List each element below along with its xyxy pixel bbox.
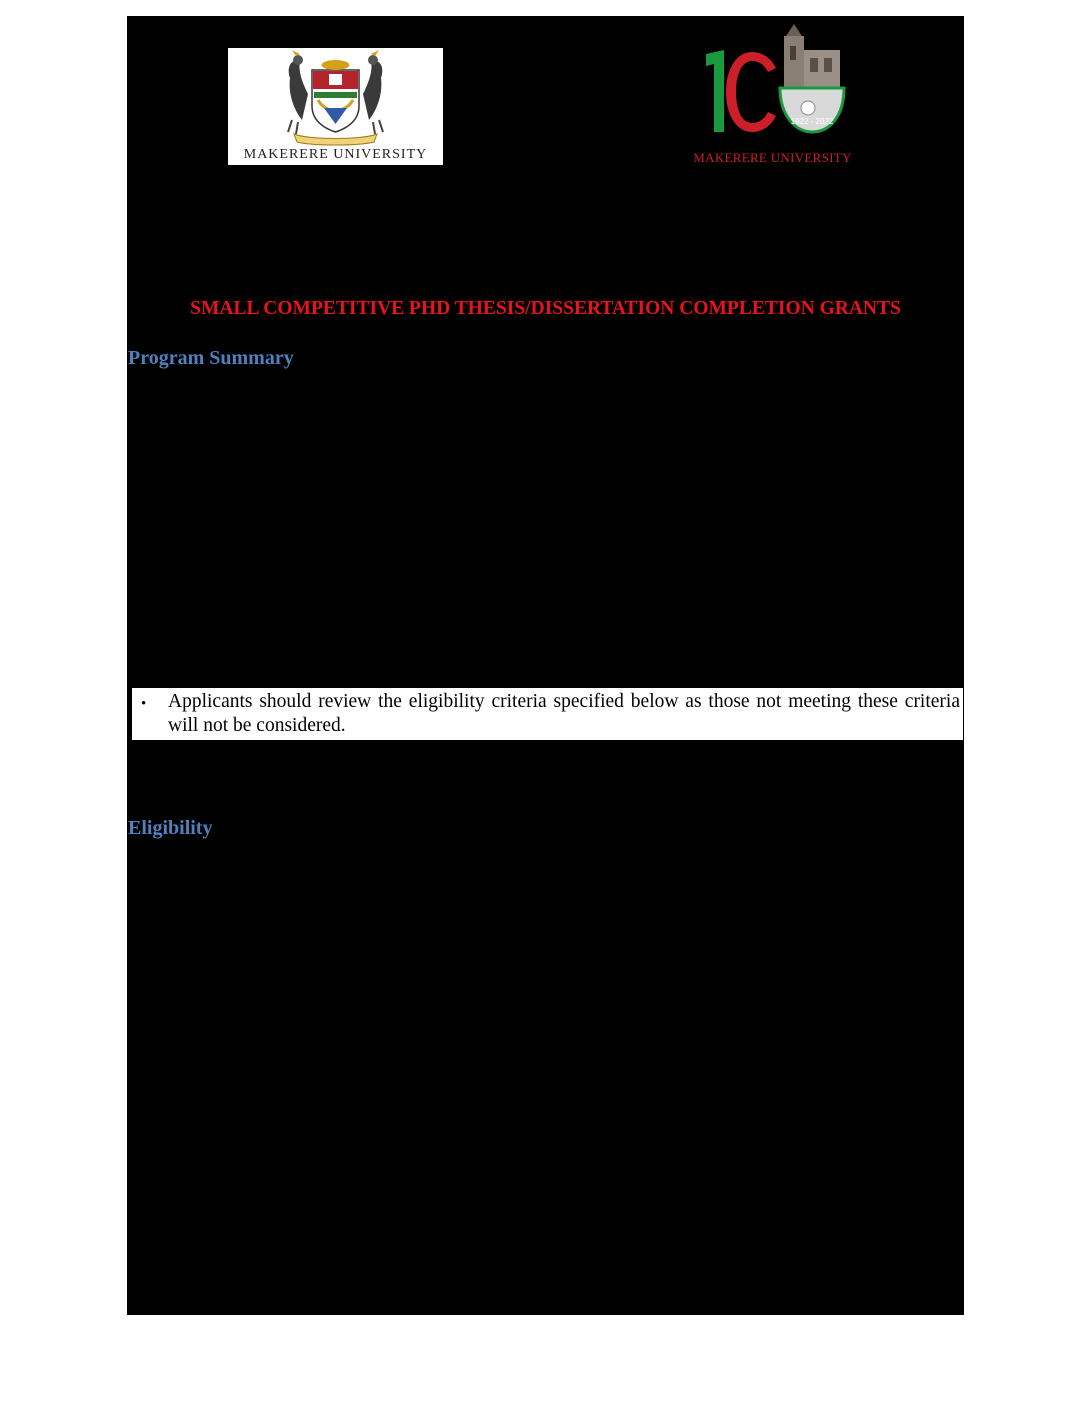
page-title: SMALL COMPETITIVE PHD THESIS/DISSERTATION COMPLETION GRANTS (190, 298, 901, 319)
makerere-centenary-logo (680, 20, 865, 168)
makerere-university-logo (228, 48, 443, 165)
logo-right-caption: MAKERERE UNIVERSITY (693, 150, 852, 165)
coat-of-arms-icon (228, 48, 443, 148)
centenary-years: 1922 - 2022 (790, 117, 834, 126)
program-summary-heading: Program Summary (128, 347, 294, 369)
eligibility-notice-text: Applicants should review the eligibility criteria specified below as those not meeting these criteria will not be considered. (168, 691, 960, 736)
eligibility-notice (132, 688, 963, 740)
eligibility-heading: Eligibility (128, 817, 213, 839)
logo-left-caption: MAKERERE UNIVERSITY (243, 147, 428, 162)
bullet-marker: • (141, 696, 147, 712)
redacted-page-background (127, 16, 964, 1315)
centenary-100-icon (680, 20, 865, 150)
